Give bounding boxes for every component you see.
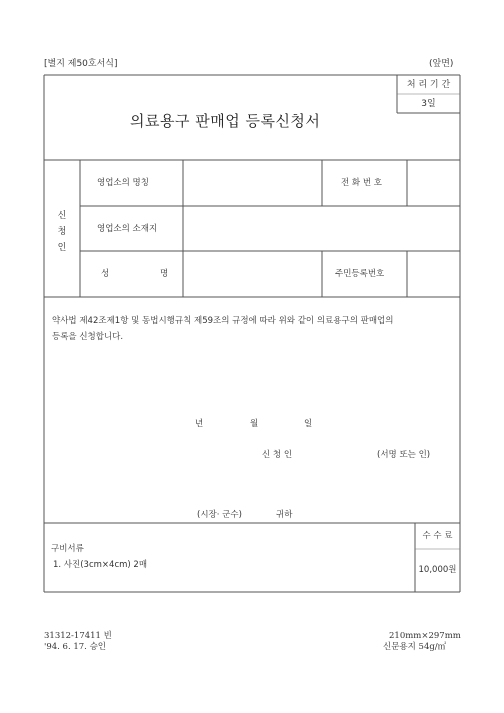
statement-line-1: 약사법 제42조제1항 및 동법시행규칙 제59조의 규정에 따라 위와 같이 의료용구의 판매업의 <box>52 316 394 326</box>
page-side: (앞면) <box>429 59 454 69</box>
resident-number-label: 주민등록번호 <box>335 269 385 279</box>
date-year-label: 년 <box>195 419 204 429</box>
applicant-group-label: 신 청 인 <box>57 211 67 253</box>
date-day-label: 일 <box>304 419 313 429</box>
required-document-item: 1. 사진(3cm×4cm) 2매 <box>53 560 148 570</box>
fee-label: 수 수 료 <box>422 531 453 541</box>
footer-code: 31312-17411 빈 <box>44 631 112 641</box>
recipient-suffix: 귀하 <box>276 510 293 520</box>
footer-approval: '94. 6. 17. 승인 <box>44 642 107 652</box>
name-label-first: 성 <box>101 269 110 279</box>
processing-period-value: 3일 <box>421 99 436 109</box>
business-name-label: 영업소의 명칭 <box>97 178 149 188</box>
date-month-label: 월 <box>250 419 259 429</box>
signature-hint: (서명 또는 인) <box>377 450 431 460</box>
recipient-label: (시장· 군수) <box>197 510 242 520</box>
statement-line-2: 등록을 신청합니다. <box>52 332 124 342</box>
fee-value: 10,000원 <box>418 565 457 575</box>
page-title: 의료용구 판매업 등록신청서 <box>130 112 321 130</box>
name-label-second: 명 <box>160 269 169 279</box>
form-number: [별지 제50호서식] <box>44 59 118 69</box>
processing-period-label: 처 리 기 간 <box>406 80 451 90</box>
phone-label: 전 화 번 호 <box>341 178 382 188</box>
footer-paper-type: 신문용지 54g/㎡ <box>383 642 447 652</box>
required-documents-title: 구비서류 <box>51 544 84 554</box>
footer-paper-size: 210mm×297mm <box>389 631 461 641</box>
applicant-signature-label: 신 청 인 <box>262 450 293 460</box>
business-address-label: 영업소의 소재지 <box>97 224 158 234</box>
